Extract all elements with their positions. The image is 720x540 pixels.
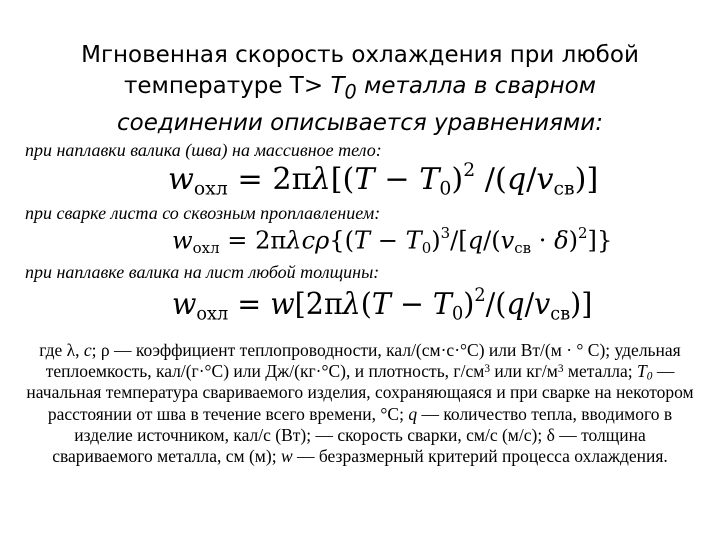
equation-massive-body: $w_{охл} = 2\pi\lambda[(T - T_0)^2$ $/(q/v_{св})$]: [168, 160, 599, 200]
title-line-1: Мгновенная скорость охлаждения при любой: [81, 42, 639, 68]
title-t-subscript: 0: [344, 80, 357, 104]
case-3-condition: при наплавке валика на лист любой толщины:: [25, 262, 380, 282]
title-line-3: соединении описывается уравнениями:: [117, 109, 603, 136]
title-line-2-end: металла в сварном: [356, 73, 597, 99]
case-2-condition: при сварке листа со сквозным проплавлением:: [25, 203, 381, 223]
symbol-description: где λ, с; ρ — коэффициент теплопроводности, кал/(см·с·°С) или Вт/(м · ° С); удельная теплоемкость, кал/(г·°С) или Дж/(кг·°С), и плотность, $г/см^3$ или $кг/м^3$ металла; $Т_0$ — начальная температура свариваемого изделия, сохраняющаяся и при сварке на некотором расстоянии от шва в течение всего времени, °С; q — количество тепла, вводимого в изделие источником, кал/с (Вт); — скорость сварки, см/с (м/с); δ — толщина свариваемого металла, см (м); w — безразмерный критерий процесса охлаждения.: [26, 340, 694, 467]
title-t-symbol: Т: [330, 73, 345, 99]
title-line-2: [20, 71, 700, 108]
slide-title: [20, 40, 700, 139]
equation-any-thickness: $w_{охл} = w[2\pi\lambda(T - T_0)^2/(q/v_{св})]$: [172, 285, 593, 325]
equation-through-penetration: $w_{охл} = 2\pi\lambda c\rho\{(T - T_0)^3/[q/(v_{св} \cdot \delta)^2]\}$: [172, 224, 613, 257]
title-line-2-start: температуре Т>: [123, 73, 331, 99]
case-1-condition: при наплавки валика (шва) на массивное тело:: [25, 140, 382, 160]
